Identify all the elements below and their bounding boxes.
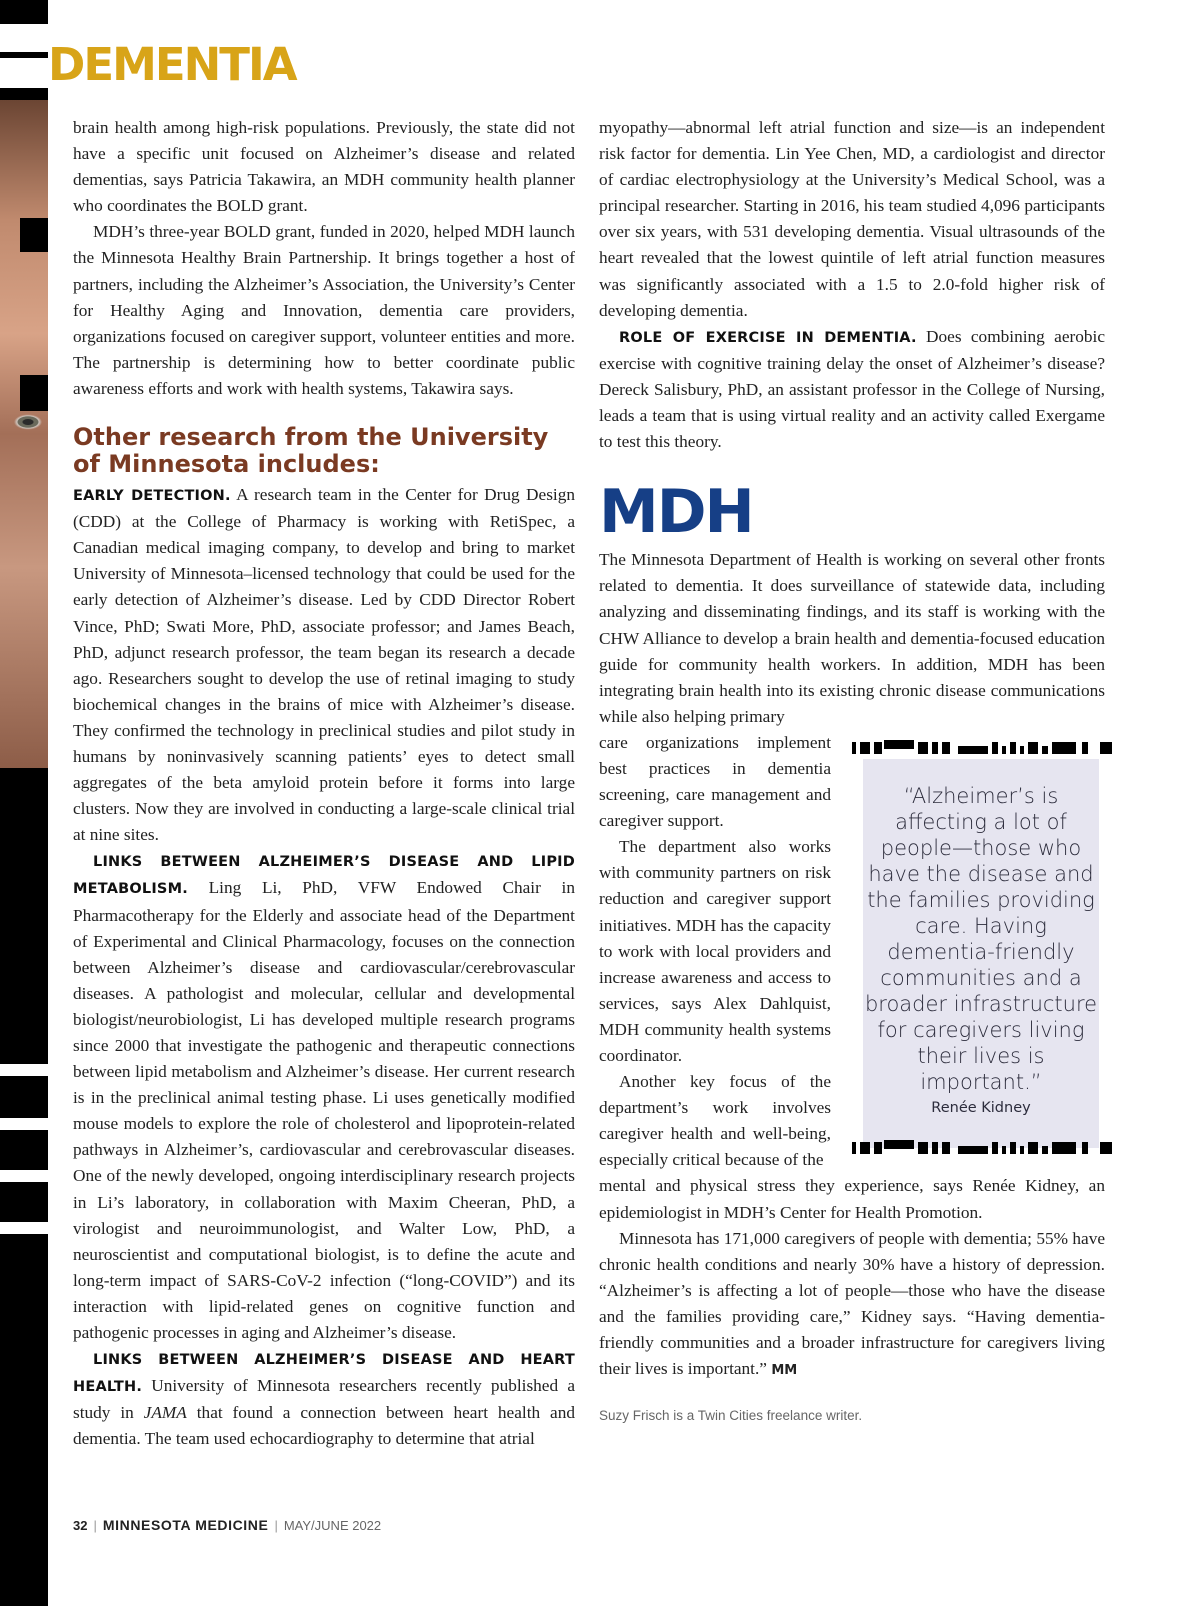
paragraph-body: University of Minnesota researchers recently published a study in xyxy=(73,1376,575,1423)
edge-notch xyxy=(0,1118,48,1130)
paragraph-heart xyxy=(73,1346,575,1452)
runin-head: LINKS BETWEEN ALZHEIMER’S DISEASE AND HEART HEALTH. xyxy=(73,1352,575,1396)
left-column xyxy=(73,115,575,1453)
issue-date: MAY/JUNE 2022 xyxy=(283,1518,382,1533)
edge-notch xyxy=(0,24,48,52)
paragraph-early-detection xyxy=(73,482,575,848)
runin-head: ROLE OF EXERCISE IN DEMENTIA. xyxy=(619,329,917,346)
runin-head: LINKS BETWEEN ALZHEIMER’S DISEASE AND LIPID METABOLISM. xyxy=(73,854,575,898)
paragraph-body: that found a connection between heart health and dementia. The team used echocardiography to determine that atrial xyxy=(73,1403,575,1449)
eye-detail xyxy=(6,410,46,434)
edge-notch xyxy=(0,1222,48,1234)
section-title: DEMENTIA xyxy=(48,38,296,91)
footer-separator: | xyxy=(93,1518,97,1533)
edge-notch xyxy=(0,1064,48,1076)
edge-notch xyxy=(0,58,48,88)
paragraph-closing xyxy=(599,1226,1105,1385)
paragraph-wrap: Another key focus of the department’s work involves caregiver health and well-being, especially critical because of the xyxy=(599,1072,831,1170)
other-research-heading xyxy=(73,424,575,478)
paragraph-exercise xyxy=(599,324,1105,455)
pullquote-attribution: Renée Kidney xyxy=(931,1100,1031,1116)
author-byline: Suzy Frisch is a Twin Cities freelance writer. xyxy=(599,1408,863,1423)
mdh-heading: MDH xyxy=(599,477,753,548)
heading-rest: from the University of Minnesota includes: xyxy=(73,423,549,479)
paragraph-body: Does combining aerobic exercise with cognitive training delay the onset of Alzheimer’s disease? Dereck Salisbury, PhD, an assistant professor in the College of Nursing, leads a team that is using virtual reality and an activity called Exergame to test this theory. xyxy=(599,326,1105,452)
portrait-photo-strip xyxy=(0,100,48,768)
paragraph-body: A research team in the Center for Drug Design (CDD) at the College of Pharmacy is working with RetiSpec, a Canadian medical imaging company, to develop and bring to market University of Minnesota–licensed technology that could be used for the early detection of Alzheimer’s disease. Led by CDD Director Robert Vince, PhD; Swati More, PhD, associate professor; and James Beach, PhD, adjunct research professor, the team began its research a decade ago. Researchers sought to develop the use of retinal imaging to study biochemical changes in the brains of mice with Alzheimer’s disease. They confirmed the technology in preclinical studies and pilot study in humans by noninvasively scanning patients’ eyes to detect small aggregates of the beta amyloid protein before it forms into large clusters. Now they are involved in conducting a large-scale clinical trial at nine sites. xyxy=(73,485,576,845)
edge-notch xyxy=(20,218,48,252)
footer-separator: | xyxy=(274,1518,278,1533)
edge-notch xyxy=(0,1170,48,1182)
publication-name: MINNESOTA MEDICINE xyxy=(102,1517,269,1533)
page-footer xyxy=(73,1517,381,1533)
end-mark: MM xyxy=(771,1363,798,1379)
paragraph-body: Minnesota has 171,000 caregivers of people with dementia; 55% have chronic health conditions and nearly 30% have a history of depression. “Alzheimer’s is affecting a lot of people—those who have the disease and the families providing care,” Kidney says. “Having dementia-friendly communities and a broader infrastructure for caregivers living their lives is important.” xyxy=(599,1228,1105,1379)
paragraph: The Minnesota Department of Health is working on several other fronts related to dementia. It does surveillance of statewide data, including analyzing and disseminating findings, and its staff is working with the CHW Alliance to develop a brain health and dementia-focused education guide for community health workers. In addition, MDH has been integrating brain health into its existing chronic disease communications while also helping primary xyxy=(599,550,1105,726)
paragraph: mental and physical stress they experience, says Renée Kidney, an epidemiologist in MDH’s Center for Health Promotion. xyxy=(599,1176,1105,1222)
paragraph: brain health among high-risk populations. Previously, the state did not have a specific unit focused on Alzheimer’s disease and related dementias, says Patricia Takawira, an MDH community health planner who coordinates the BOLD grant. xyxy=(73,118,575,216)
runin-head: EARLY DETECTION. xyxy=(73,488,231,505)
pullquote-bottom-bar xyxy=(848,1140,1114,1156)
paragraph-body: Ling Li, PhD, VFW Endowed Chair in Pharmacotherapy for the Elderly and associate head of the Department of Experimental and Clinical Pharmacology, focuses on the connection between Alzheimer’s disease and cardiovascular/cerebrovascular diseases. A pathologist and molecular, cellular and developmental biologist/neurobiologist, Li has developed multiple research programs since 2000 that investigate the pathogenic and therapeutic connections between lipid metabolism and Alzheimer’s disease. Her current research is in the preclinical animal testing phase. Li uses genetically modified mouse models to explore the role of cholesterol and lipoprotein-related pathways in Alzheimer’s, cardiovascular and cerebrovascular diseases. One of the newly developed, ongoing interdisciplinary research projects in Li’s laboratory, in collaboration with Maxim Cheeran, PhD, a virologist and neuroimmunologist, and Walter Low, PhD, a neuroscientist and computational biologist, is to define the acute and long-term impact of SARS-CoV-2 infection (“long-COVID”) and its interaction with lipid-related genes on cognitive function and pathogenic processes in aging and Alzheimer’s disease. xyxy=(73,878,575,1343)
paragraph-wrap: care organizations implement best practices in dementia screening, care management and caregiver support. xyxy=(599,732,831,831)
page-number: 32 xyxy=(73,1518,88,1533)
edge-notch xyxy=(20,375,48,411)
pullquote-top-bar xyxy=(848,740,1114,756)
paragraph-wrap: The department also works with community partners on risk reduction and caregiver support initiatives. MDH has the capacity to work with local providers and increase awareness and access to services, says Alex Dahlquist, MDH community health systems coordinator. xyxy=(599,837,831,1065)
heading-bold: Other research xyxy=(73,423,277,452)
paragraph: MDH’s three-year BOLD grant, funded in 2020, helped MDH launch the Minnesota Healthy Brain Partnership. It brings together a host of partners, including the Alzheimer’s Association, the University’s Center for Healthy Aging and Innovation, dementia care providers, organizations focused on caregiver support, volunteer entities and more. The partnership is determining how to better coordinate public awareness efforts and work with health systems, Takawira says. xyxy=(73,222,575,398)
pullquote-text: “Alzheimer’s is affecting a lot of people—those who have the disease and the families providing care. Having dementia-friendly communities and a broader infrastructure for caregivers living their lives is important.” xyxy=(864,784,1098,1094)
journal-name: JAMA xyxy=(143,1403,187,1423)
paragraph-lipid xyxy=(73,848,575,1346)
paragraph: myopathy—abnormal left atrial function and size—is an independent risk factor for dementia. Lin Yee Chen, MD, a cardiologist and director of cardiac electrophysiology at the University’s Medical School, was a principal researcher. Starting in 2016, his team studied 4,096 participants over six years, with 531 developing dementia. Visual ultrasounds of the heart revealed that the lowest quintile of left atrial function measures was significantly associated with a 1.5 to 2.0-fold higher risk of developing dementia. xyxy=(599,118,1105,320)
